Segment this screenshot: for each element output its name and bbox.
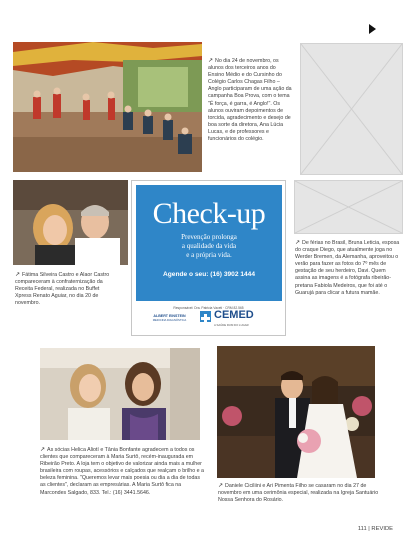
image-placeholder-top-right (300, 43, 403, 175)
arrow-marker-icon: ↗ (295, 240, 301, 246)
ad-tagline-3: e a própria vida. (186, 251, 232, 259)
photo-helica-tania (40, 348, 200, 440)
ad-phone: Agende o seu: (16) 3902 1444 (163, 271, 255, 278)
arrow-marker-icon: ↗ (15, 272, 21, 278)
ad-responsible: Responsável: Dra. Patricia Vaceti · CRM 82.565 (173, 306, 244, 310)
arrow-marker-icon: ↗ (40, 447, 46, 453)
arrow-marker-icon: ↗ (218, 483, 224, 489)
caption-couple-castro: ↗ Fátima Silveira Castro e Alaor Castro compareceram à confraternização da Receita Federal, realizada no Buffet Xpress Renato Aguiar, no dia 20 de novembro. (15, 272, 110, 307)
page-number-footer: 111 | REVIDE (357, 526, 393, 532)
ad-tagline-1: Prevenção prolonga (181, 233, 237, 241)
ad-tagline-2: a qualidade da vida (181, 242, 237, 250)
photo-wedding (217, 346, 375, 478)
ad-brand-sub: A SAÚDE RUM DO LUGAR (214, 323, 249, 327)
cemed-logo-icon (200, 311, 211, 322)
ad-brand: CEMED (214, 309, 254, 321)
caption-wedding: ↗ Daniele Ciciliini e Ari Pimenta Filho se casaram no dia 27 de novembro em uma cerimônia especial, realizada na Igreja Santuário Nossa Senhora do Rosário. (218, 483, 379, 504)
photo-couple-castro (13, 180, 128, 265)
ad-partner-logo: ALBERT EINSTEIN MEDICINA DIAGNÓSTICA (152, 314, 187, 322)
image-placeholder-middle-right (294, 180, 403, 234)
caption-students-event: ↗ No dia 24 de novembro, os alunos dos terceiros anos do Ensino Médio e do Cursinho do Colégio Carlos Chagas Filho – Anglo participaram de uma ação da campanha Boa Prova, com o tema "É força, é garra, é Anglo!". Os alunos ouviram depoimentos de torcida, agradecimento e desejo de boa sorte da diretora, Ana Lúcia Lucas, e de professores e funcionários do colégio. (208, 58, 292, 143)
arrow-marker-icon: ↗ (208, 58, 214, 64)
ad-blue-panel (136, 185, 282, 301)
caption-helica-tania: ↗ As sócias Helica Aliotí e Tânia Bonfante agradecem a todos os clientes que compareceram à Maria Surtô, recém-inaugurada em Ribeirão Preto. A loja tem o objetivo de valorizar ainda mais a mulher brasileira com roupas, acessórios e calçados que realçam o brilho e a beleza feminina. "Queremos levar mais poesia ou dia a dia de todas as clientes", declaram as empresárias. A Maria Surtô fica na Marcondes Salgado, 833. Tel.: (16) 3441.5646. (40, 447, 204, 496)
ad-title: Check-up (152, 197, 266, 230)
advertisement-cemed-checkup[interactable] (131, 180, 286, 336)
caption-bruna-leticia: ↗ De férias no Brasil, Bruna Leticia, esposa do craque Diego, que atualmente joga no Werder Bremen, da Alemanha, aproveitou o verão para fazer as fotos do 7º mês de gestação de seu herdeiro, Davi. Quem assina as imagens é a fotógrafa ribeirão-pretana Fabiola Medeiros, que foi até o Guarujá para clicar a futura mamãe. (295, 240, 400, 296)
photo-students-event (13, 42, 202, 172)
next-page-arrow-icon[interactable] (369, 24, 376, 34)
